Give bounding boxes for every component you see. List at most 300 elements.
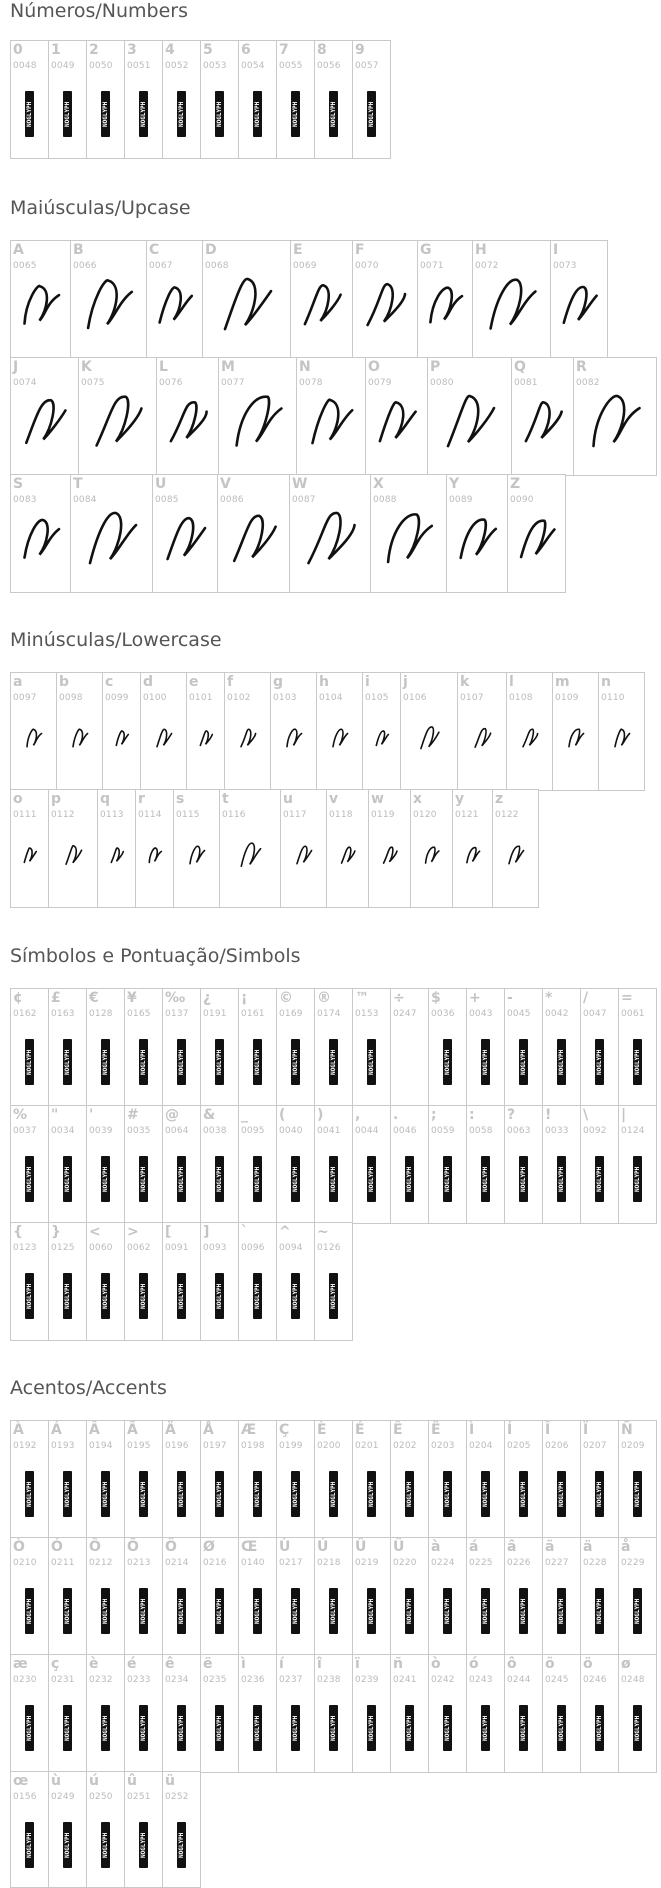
glyph-cell (86, 1105, 125, 1224)
glyph-character-label: r (138, 791, 145, 807)
glyph-cell (200, 40, 239, 159)
glyph-code-label: 0224 (431, 1558, 455, 1568)
glyph-character-label: Ø (203, 1539, 215, 1555)
glyph-cell (314, 40, 353, 159)
glyph-code-label: 0203 (431, 1441, 455, 1451)
script-glyph-stroke (448, 396, 494, 446)
glyph-code-label: 0210 (13, 1558, 37, 1568)
glyph-character-label: : (469, 1107, 475, 1123)
glyph-character-label: Ö (165, 1539, 177, 1555)
glyph-character-label: A (13, 242, 24, 258)
glyph-character-label: È (317, 1422, 327, 1438)
glyph-character-label: Õ (127, 1539, 139, 1555)
glyph-code-label: 0107 (460, 693, 484, 703)
glyph-cell (162, 988, 201, 1107)
missing-glyph-label: NOGLYPH (634, 1481, 641, 1507)
missing-glyph-label: NOGLYPH (26, 101, 33, 127)
glyph-code-label: 0036 (431, 1009, 455, 1019)
glyph-cell (173, 789, 220, 908)
glyph-character-label: - (507, 990, 513, 1006)
glyph-cell (10, 789, 49, 908)
missing-glyph-icon (443, 1705, 452, 1751)
glyph-code-label: 0121 (455, 810, 479, 820)
script-glyph-stroke (25, 286, 60, 324)
missing-glyph-label: NOGLYPH (558, 1481, 565, 1507)
missing-glyph-label: NOGLYPH (102, 1715, 109, 1741)
missing-glyph-icon (101, 91, 110, 137)
missing-glyph-label: NOGLYPH (330, 1481, 337, 1507)
glyph-character-label: ( (279, 1107, 286, 1123)
glyph-code-label: 0082 (576, 378, 600, 388)
glyph-character-label: Ç (279, 1422, 290, 1438)
missing-glyph-label: NOGLYPH (634, 1166, 641, 1192)
glyph-cell (124, 1105, 163, 1224)
glyph-character-label: Ó (51, 1539, 63, 1555)
glyph-cell (352, 40, 391, 159)
missing-glyph-icon (595, 1705, 604, 1751)
missing-glyph-label: NOGLYPH (596, 1049, 603, 1075)
script-glyph-icon (297, 358, 366, 476)
missing-glyph-icon (177, 1588, 186, 1634)
missing-glyph-label: NOGLYPH (368, 1715, 375, 1741)
script-glyph-icon (11, 358, 79, 476)
glyph-code-label: 0101 (189, 693, 213, 703)
glyph-cell (280, 789, 327, 908)
missing-glyph-icon (25, 1039, 34, 1085)
glyph-character-label: ; (431, 1107, 437, 1123)
glyph-cell (370, 474, 447, 593)
glyph-character-label: ò (431, 1656, 441, 1672)
glyph-cell (276, 40, 315, 159)
glyph-character-label: + (469, 990, 481, 1006)
missing-glyph-icon (595, 1471, 604, 1517)
glyph-code-label: 0091 (165, 1243, 189, 1253)
glyph-cell (97, 789, 136, 908)
glyph-cell (390, 1420, 429, 1539)
section-title: Maiúsculas/Upcase (10, 197, 191, 219)
glyph-character-label: j (403, 674, 408, 690)
glyph-character-label: n (601, 674, 611, 690)
glyph-character-label: Û (355, 1539, 367, 1555)
missing-glyph-label: NOGLYPH (520, 1166, 527, 1192)
glyph-character-label: R (576, 359, 587, 375)
glyph-cell (238, 40, 277, 159)
glyph-cell (10, 1222, 49, 1341)
glyph-character-label: î (317, 1656, 322, 1672)
missing-glyph-label: NOGLYPH (444, 1481, 451, 1507)
glyph-code-label: 0057 (355, 61, 379, 71)
glyph-code-label: 0125 (51, 1243, 75, 1253)
glyph-cell (504, 988, 543, 1107)
missing-glyph-label: NOGLYPH (178, 1283, 185, 1309)
missing-glyph-label: NOGLYPH (26, 1715, 33, 1741)
missing-glyph-label: NOGLYPH (634, 1049, 641, 1075)
glyph-code-label: 0058 (469, 1126, 493, 1136)
glyph-code-label: 0045 (507, 1009, 531, 1019)
script-glyph-stroke (564, 287, 597, 323)
missing-glyph-icon (291, 91, 300, 137)
glyph-code-label: 0248 (621, 1675, 645, 1685)
glyph-cell (368, 789, 411, 908)
script-glyph-stroke (491, 280, 536, 329)
missing-glyph-label: NOGLYPH (444, 1049, 451, 1075)
script-glyph-icon (174, 790, 220, 908)
glyph-character-label: ç (51, 1656, 60, 1672)
glyph-code-label: 0199 (279, 1441, 303, 1451)
missing-glyph-label: NOGLYPH (482, 1598, 489, 1624)
glyph-code-label: 0241 (393, 1675, 417, 1685)
glyph-code-label: 0097 (13, 693, 37, 703)
glyph-character-label: ø (621, 1656, 631, 1672)
glyph-character-label: F (355, 242, 365, 258)
missing-glyph-label: NOGLYPH (102, 1598, 109, 1624)
script-glyph-icon (147, 241, 203, 359)
missing-glyph-icon (481, 1156, 490, 1202)
script-glyph-icon (366, 358, 428, 476)
missing-glyph-icon (177, 1156, 186, 1202)
glyph-character-label: f (227, 674, 234, 690)
glyph-character-label: # (127, 1107, 139, 1123)
glyph-code-label: 0087 (292, 495, 316, 505)
glyph-cell (573, 357, 657, 476)
glyph-code-label: 0236 (241, 1675, 265, 1685)
glyph-code-label: 0201 (355, 1441, 379, 1451)
missing-glyph-label: NOGLYPH (26, 1283, 33, 1309)
script-glyph-stroke (368, 284, 405, 325)
missing-glyph-icon (63, 1588, 72, 1634)
glyph-cell (86, 40, 125, 159)
glyph-code-label: 0112 (51, 810, 75, 820)
glyph-cell (314, 1420, 353, 1539)
missing-glyph-label: NOGLYPH (178, 1832, 185, 1858)
glyph-code-label: 0074 (13, 378, 37, 388)
missing-glyph-label: NOGLYPH (254, 1598, 261, 1624)
glyph-character-label: v (329, 791, 339, 807)
glyph-code-label: 0106 (403, 693, 427, 703)
glyph-code-label: 0219 (355, 1558, 379, 1568)
glyph-cell (218, 357, 297, 476)
missing-glyph-icon (367, 1705, 376, 1751)
script-glyph-icon (281, 790, 327, 908)
missing-glyph-icon (519, 1156, 528, 1202)
glyph-cell (219, 789, 281, 908)
glyph-cell (365, 357, 428, 476)
script-glyph-stroke (615, 729, 630, 746)
missing-glyph-icon (25, 91, 34, 137)
glyph-character-label: Æ (241, 1422, 257, 1438)
glyph-cell (124, 1654, 163, 1773)
glyph-cell (86, 1771, 125, 1888)
glyph-character-label: é (127, 1656, 137, 1672)
missing-glyph-label: NOGLYPH (140, 1283, 147, 1309)
missing-glyph-icon (291, 1156, 300, 1202)
glyph-code-label: 0212 (89, 1558, 113, 1568)
missing-glyph-label: NOGLYPH (292, 1283, 299, 1309)
glyph-code-label: 0113 (100, 810, 124, 820)
script-glyph-stroke (200, 731, 212, 745)
glyph-code-label: 0049 (51, 61, 75, 71)
script-glyph-icon (291, 241, 353, 359)
glyph-character-label: B (73, 242, 84, 258)
script-glyph-stroke (225, 279, 271, 329)
glyph-code-label: 0037 (13, 1126, 37, 1136)
glyph-code-label: 0042 (545, 1009, 569, 1019)
glyph-code-label: 0034 (51, 1126, 75, 1136)
glyph-code-label: 0233 (127, 1675, 151, 1685)
glyph-character-label: & (203, 1107, 216, 1123)
glyph-code-label: 0216 (203, 1558, 227, 1568)
glyph-cell (314, 1222, 353, 1341)
script-glyph-stroke (97, 397, 142, 446)
glyph-character-label: 0 (13, 42, 23, 58)
glyph-cell (140, 672, 187, 791)
glyph-cell (580, 1420, 619, 1539)
missing-glyph-label: NOGLYPH (64, 101, 71, 127)
glyph-cell (200, 1537, 239, 1656)
script-glyph-stroke (26, 400, 65, 443)
missing-glyph-icon (329, 1273, 338, 1319)
glyph-character-label: z (495, 791, 504, 807)
script-glyph-stroke (27, 729, 42, 746)
script-glyph-icon (418, 241, 473, 359)
glyph-character-label: â (507, 1539, 517, 1555)
missing-glyph-label: NOGLYPH (64, 1481, 71, 1507)
missing-glyph-icon (481, 1471, 490, 1517)
glyph-character-label: * (545, 990, 553, 1006)
glyph-cell (124, 1771, 163, 1888)
script-glyph-stroke (376, 731, 388, 745)
missing-glyph-label: NOGLYPH (406, 1598, 413, 1624)
missing-glyph-label: NOGLYPH (482, 1166, 489, 1192)
glyph-character-label: ã (545, 1539, 555, 1555)
glyph-code-label: 0065 (13, 261, 37, 271)
missing-glyph-label: NOGLYPH (520, 1715, 527, 1741)
glyph-character-label: a (13, 674, 23, 690)
glyph-character-label: J (13, 359, 19, 375)
missing-glyph-icon (139, 1822, 148, 1868)
glyph-character-label: 3 (127, 42, 137, 58)
glyph-cell (580, 988, 619, 1107)
glyph-cell (492, 789, 539, 908)
glyph-character-label: T (73, 476, 83, 492)
missing-glyph-label: NOGLYPH (64, 1283, 71, 1309)
glyph-character-label: m (555, 674, 570, 690)
glyph-cell (86, 988, 125, 1107)
glyph-code-label: 0234 (165, 1675, 189, 1685)
glyph-code-label: 0227 (545, 1558, 569, 1568)
script-glyph-stroke (241, 843, 260, 866)
glyph-code-label: 0226 (507, 1558, 531, 1568)
glyph-cell (452, 789, 493, 908)
glyph-code-label: 0119 (371, 810, 395, 820)
glyph-code-label: 0048 (13, 61, 37, 71)
glyph-cell (152, 474, 218, 593)
glyph-code-label: 0237 (279, 1675, 303, 1685)
glyph-character-label: p (51, 791, 62, 807)
missing-glyph-label: NOGLYPH (596, 1598, 603, 1624)
glyph-code-label: 0247 (393, 1009, 417, 1019)
glyph-code-label: 0196 (165, 1441, 189, 1451)
glyph-code-label: 0220 (393, 1558, 417, 1568)
glyph-code-label: 0205 (507, 1441, 531, 1451)
glyph-code-label: 0245 (545, 1675, 569, 1685)
glyph-cell (162, 1771, 201, 1888)
script-glyph-stroke (380, 402, 416, 441)
glyph-code-label: 0115 (176, 810, 200, 820)
glyph-cell (446, 474, 508, 593)
glyph-character-label: 9 (355, 42, 365, 58)
glyph-code-label: 0072 (475, 261, 499, 271)
glyph-character-label: @ (165, 1107, 179, 1123)
glyph-character-label: Å (203, 1422, 214, 1438)
missing-glyph-icon (557, 1588, 566, 1634)
glyph-character-label: o (13, 791, 23, 807)
glyph-cell (400, 672, 458, 791)
glyph-cell (10, 40, 49, 159)
glyph-code-label: 0174 (317, 1009, 341, 1019)
missing-glyph-label: NOGLYPH (330, 1166, 337, 1192)
script-glyph-stroke (333, 729, 348, 746)
script-glyph-icon (103, 673, 141, 791)
glyph-code-label: 0067 (149, 261, 173, 271)
missing-glyph-icon (101, 1156, 110, 1202)
missing-glyph-icon (215, 91, 224, 137)
glyph-character-label: { (13, 1224, 23, 1240)
glyph-character-label: € (89, 990, 99, 1006)
glyph-cell (276, 1222, 315, 1341)
glyph-code-label: 0217 (279, 1558, 303, 1568)
glyph-character-label: l (509, 674, 514, 690)
missing-glyph-icon (25, 1156, 34, 1202)
glyph-cell (466, 1654, 505, 1773)
script-glyph-icon (599, 673, 645, 791)
missing-glyph-icon (253, 1588, 262, 1634)
glyph-character-label: 5 (203, 42, 213, 58)
script-glyph-icon (136, 790, 174, 908)
missing-glyph-label: NOGLYPH (216, 1715, 223, 1741)
glyph-cell (124, 40, 163, 159)
glyph-code-label: 0108 (509, 693, 533, 703)
missing-glyph-label: NOGLYPH (178, 1715, 185, 1741)
glyph-cell (580, 1537, 619, 1656)
script-glyph-stroke (426, 847, 439, 863)
glyph-character-label: O (368, 359, 380, 375)
script-glyph-icon (363, 673, 401, 791)
script-glyph-icon (473, 241, 551, 359)
glyph-character-label: L (159, 359, 168, 375)
glyph-cell (618, 1654, 657, 1773)
missing-glyph-icon (177, 1039, 186, 1085)
glyph-code-label: 0047 (583, 1009, 607, 1019)
glyph-code-label: 0122 (495, 810, 519, 820)
glyph-cell (200, 1654, 239, 1773)
glyph-code-label: 0213 (127, 1558, 151, 1568)
glyph-character-label: ^ (279, 1224, 291, 1240)
script-glyph-icon (371, 475, 447, 593)
glyph-character-label: £ (51, 990, 61, 1006)
glyph-cell (352, 240, 418, 359)
glyph-character-label: ¢ (13, 990, 23, 1006)
glyph-cell (511, 357, 574, 476)
script-glyph-stroke (297, 846, 312, 863)
glyph-cell (86, 1537, 125, 1656)
glyph-code-label: 0239 (355, 1675, 379, 1685)
glyph-code-label: 0046 (393, 1126, 417, 1136)
glyph-character-label: K (81, 359, 92, 375)
missing-glyph-icon (253, 1273, 262, 1319)
missing-glyph-label: NOGLYPH (64, 1598, 71, 1624)
missing-glyph-icon (215, 1039, 224, 1085)
missing-glyph-label: NOGLYPH (140, 1715, 147, 1741)
missing-glyph-label: NOGLYPH (216, 1481, 223, 1507)
glyph-code-label: 0153 (355, 1009, 379, 1019)
glyph-cell (428, 1537, 467, 1656)
missing-glyph-icon (139, 91, 148, 137)
glyph-code-label: 0060 (89, 1243, 113, 1253)
glyph-character-label: = (621, 990, 633, 1006)
glyph-cell (48, 1654, 87, 1773)
missing-glyph-label: NOGLYPH (254, 1283, 261, 1309)
glyph-character-label: \ (583, 1107, 589, 1123)
glyph-character-label: ô (507, 1656, 517, 1672)
glyph-character-label: Ä (165, 1422, 176, 1438)
glyph-character-label: u (283, 791, 293, 807)
missing-glyph-icon (633, 1471, 642, 1517)
script-glyph-stroke (421, 727, 439, 749)
glyph-character-label: ÷ (393, 990, 405, 1006)
script-glyph-stroke (116, 731, 128, 745)
missing-glyph-icon (405, 1471, 414, 1517)
glyph-character-label: ê (165, 1656, 175, 1672)
missing-glyph-label: NOGLYPH (216, 101, 223, 127)
glyph-character-label: D (205, 242, 217, 258)
glyph-code-label: 0104 (319, 693, 343, 703)
glyph-character-label: i (365, 674, 370, 690)
section-title: Números/Numbers (10, 0, 188, 22)
glyph-character-label: U (155, 476, 167, 492)
glyph-code-label: 0242 (431, 1675, 455, 1685)
glyph-cell (504, 1537, 543, 1656)
glyph-character-label: í (279, 1656, 284, 1672)
glyph-character-label: d (143, 674, 154, 690)
glyph-cell (124, 1222, 163, 1341)
missing-glyph-icon (63, 91, 72, 137)
glyph-character-label: Q (514, 359, 526, 375)
missing-glyph-label: NOGLYPH (596, 1166, 603, 1192)
glyph-character-label: 2 (89, 42, 99, 58)
glyph-character-label: [ (165, 1224, 172, 1240)
script-glyph-stroke (523, 729, 538, 746)
script-glyph-icon (71, 475, 153, 593)
glyph-code-label: 0117 (283, 810, 307, 820)
missing-glyph-icon (367, 1588, 376, 1634)
missing-glyph-label: NOGLYPH (634, 1715, 641, 1741)
missing-glyph-icon (329, 1039, 338, 1085)
glyph-cell (428, 1105, 467, 1224)
glyph-code-label: 0092 (583, 1126, 607, 1136)
glyph-code-label: 0055 (279, 61, 303, 71)
glyph-code-label: 0110 (601, 693, 625, 703)
script-glyph-icon (447, 475, 508, 593)
script-glyph-stroke (24, 848, 36, 862)
glyph-character-label: Ë (431, 1422, 441, 1438)
glyph-character-label: c (105, 674, 114, 690)
script-glyph-stroke (168, 518, 205, 559)
missing-glyph-icon (291, 1273, 300, 1319)
missing-glyph-label: NOGLYPH (330, 101, 337, 127)
script-glyph-stroke (190, 846, 205, 863)
missing-glyph-icon (595, 1039, 604, 1085)
